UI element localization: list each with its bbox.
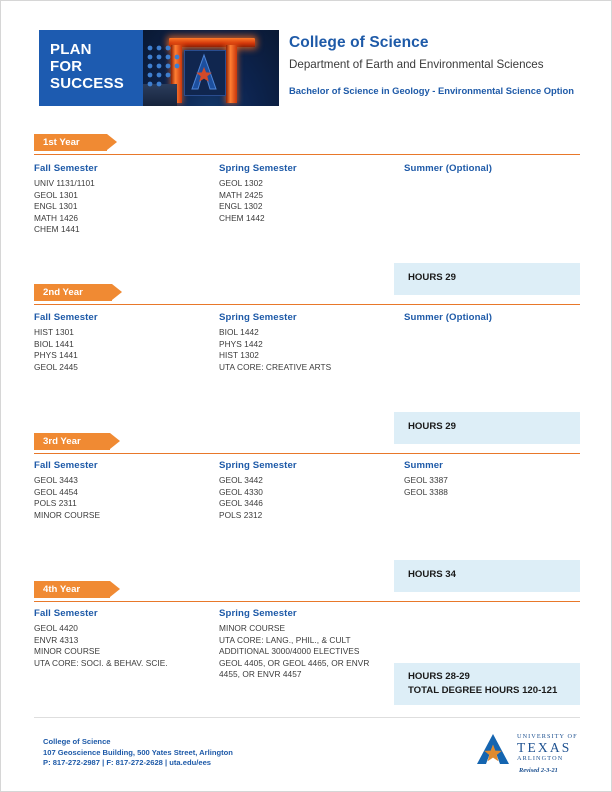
course-item: CHEM 1442 — [219, 212, 265, 223]
uta-arlington: ARLINGTON — [517, 755, 564, 762]
uta-texas: TEXAS — [517, 740, 572, 755]
year-4-spring-courses — [219, 623, 379, 681]
department-subtitle: Department of Earth and Environmental Sciences — [289, 58, 544, 71]
course-item: BIOL 1442 — [219, 327, 259, 337]
year-1-fall-courses — [34, 178, 95, 236]
year-3-fall-courses — [34, 475, 100, 521]
course-item: PHYS 1442 — [219, 338, 263, 349]
year-tab-4-label: 4th Year — [43, 584, 81, 595]
college-title: College of Science — [289, 34, 429, 51]
year-1-spring-courses — [219, 178, 265, 224]
year-3-hours-box — [394, 560, 580, 592]
chevron-point-icon — [110, 581, 120, 597]
year-tab-1-label: 1st Year — [43, 137, 80, 148]
course-item: GEOL 2445 — [34, 361, 78, 372]
course-item: GEOL 3446 — [219, 498, 263, 509]
course-item: HIST 1302 — [219, 350, 259, 361]
year-3-rule — [34, 453, 580, 454]
footer-address: 107 Geoscience Building, 500 Yates Street, Arlington — [43, 747, 233, 757]
course-item: UTA CORE: SOCI. & BEHAV. SCIE. — [34, 657, 168, 668]
course-item: MINOR COURSE — [219, 623, 286, 633]
year-3-spring-courses — [219, 475, 263, 521]
course-item: GEOL 3387 — [404, 475, 448, 485]
course-item: GEOL 4405, OR GEOL 4465, OR ENVR 4455, OR ENVR 4457 — [219, 657, 370, 680]
arch-column-right — [226, 45, 237, 103]
course-item: HIST 1301 — [34, 327, 74, 337]
year-3-summer-heading: Summer — [404, 460, 443, 471]
year-3-hours-label: HOURS 34 — [408, 569, 456, 580]
course-item: GEOL 4330 — [219, 486, 263, 497]
banner-line-plan: PLAN — [50, 41, 92, 58]
year-tab-3 — [34, 433, 110, 450]
year-2-summer-heading: Summer (Optional) — [404, 312, 493, 323]
banner-line-for: FOR — [50, 58, 83, 75]
course-item: ADDITIONAL 3000/4000 ELECTIVES — [219, 646, 360, 657]
course-item: UTA CORE: CREATIVE ARTS — [219, 361, 332, 372]
chevron-point-icon — [107, 134, 117, 150]
course-item: ENGL 1301 — [34, 201, 78, 212]
plan-for-success-banner — [39, 30, 279, 106]
year-2-fall-courses — [34, 327, 78, 373]
uta-a-mark-icon — [475, 733, 511, 765]
year-2-rule — [34, 304, 580, 305]
course-item: POLS 2312 — [219, 509, 263, 520]
year-tab-4 — [34, 581, 110, 598]
course-item: UNIV 1131/1101 — [34, 178, 95, 188]
course-item: ENVR 4313 — [34, 634, 79, 645]
year-4-spring-heading: Spring Semester — [219, 608, 297, 619]
course-item: MATH 1426 — [34, 212, 79, 223]
chevron-point-icon — [112, 284, 122, 300]
year-tab-1 — [34, 134, 107, 151]
course-item: UTA CORE: LANG., PHIL., & CULT — [219, 634, 351, 645]
year-tab-3-label: 3rd Year — [43, 436, 81, 447]
year-4-rule — [34, 601, 580, 602]
footer-divider — [34, 717, 580, 718]
course-item: GEOL 3442 — [219, 475, 263, 485]
uta-a-star-icon — [189, 53, 219, 91]
year-2-spring-heading: Spring Semester — [219, 312, 297, 323]
course-item: GEOL 3388 — [404, 486, 448, 497]
uta-wordmark — [517, 733, 587, 762]
course-item: GEOL 4454 — [34, 486, 78, 497]
course-item: GEOL 1301 — [34, 189, 78, 200]
year-tab-2-label: 2nd Year — [43, 287, 83, 298]
page-header — [1, 1, 612, 113]
year-4-fall-heading: Fall Semester — [34, 608, 98, 619]
course-item: GEOL 3443 — [34, 475, 78, 485]
footer-phone-fax-web[interactable]: P: 817-272-2987 | F: 817-272-2628 | uta.edu/ees — [43, 758, 212, 768]
course-item: POLS 2311 — [34, 498, 77, 509]
year-4-hours-label: HOURS 28-29 — [408, 671, 470, 682]
course-item: MINOR COURSE — [34, 509, 101, 520]
year-3-fall-heading: Fall Semester — [34, 460, 98, 471]
course-item: MINOR COURSE — [34, 646, 101, 657]
course-item: GEOL 1302 — [219, 178, 263, 188]
uta-logo — [475, 731, 580, 775]
banner-line-success: SUCCESS — [50, 75, 124, 92]
year-tab-2 — [34, 284, 112, 301]
year-3-summer-courses — [404, 475, 448, 498]
year-2-hours-box — [394, 412, 580, 444]
total-degree-hours-label: TOTAL DEGREE HOURS 120-121 — [408, 685, 558, 696]
year-1-spring-heading: Spring Semester — [219, 163, 297, 174]
course-item: CHEM 1441 — [34, 224, 80, 235]
chevron-point-icon — [110, 433, 120, 449]
halftone-dots-icon — [145, 42, 185, 94]
year-1-hours-label: HOURS 29 — [408, 272, 456, 283]
year-1-hours-box — [394, 263, 580, 295]
banner-tagline — [50, 41, 124, 92]
footer-contact-block — [43, 737, 233, 769]
course-item: ENGL 1302 — [219, 201, 263, 212]
year-1-summer-heading: Summer (Optional) — [404, 163, 493, 174]
year-2-spring-courses — [219, 327, 331, 373]
year-1-rule — [34, 154, 580, 155]
course-item: BIOL 1441 — [34, 338, 74, 349]
year-4-hours-box — [394, 663, 580, 705]
year-1-fall-heading: Fall Semester — [34, 163, 98, 174]
degree-program-title: Bachelor of Science in Geology - Environmental Science Option — [289, 85, 574, 96]
year-2-hours-label: HOURS 29 — [408, 421, 456, 432]
revised-date: Revised 2-3-21 — [519, 767, 558, 774]
footer-org: College of Science — [43, 737, 111, 746]
year-4-fall-courses — [34, 623, 168, 669]
year-2-fall-heading: Fall Semester — [34, 312, 98, 323]
course-item: MATH 2425 — [219, 189, 264, 200]
year-3-spring-heading: Spring Semester — [219, 460, 297, 471]
course-item: GEOL 4420 — [34, 623, 78, 633]
course-item: PHYS 1441 — [34, 350, 78, 361]
uta-university-of: UNIVERSITY OF — [517, 733, 578, 740]
